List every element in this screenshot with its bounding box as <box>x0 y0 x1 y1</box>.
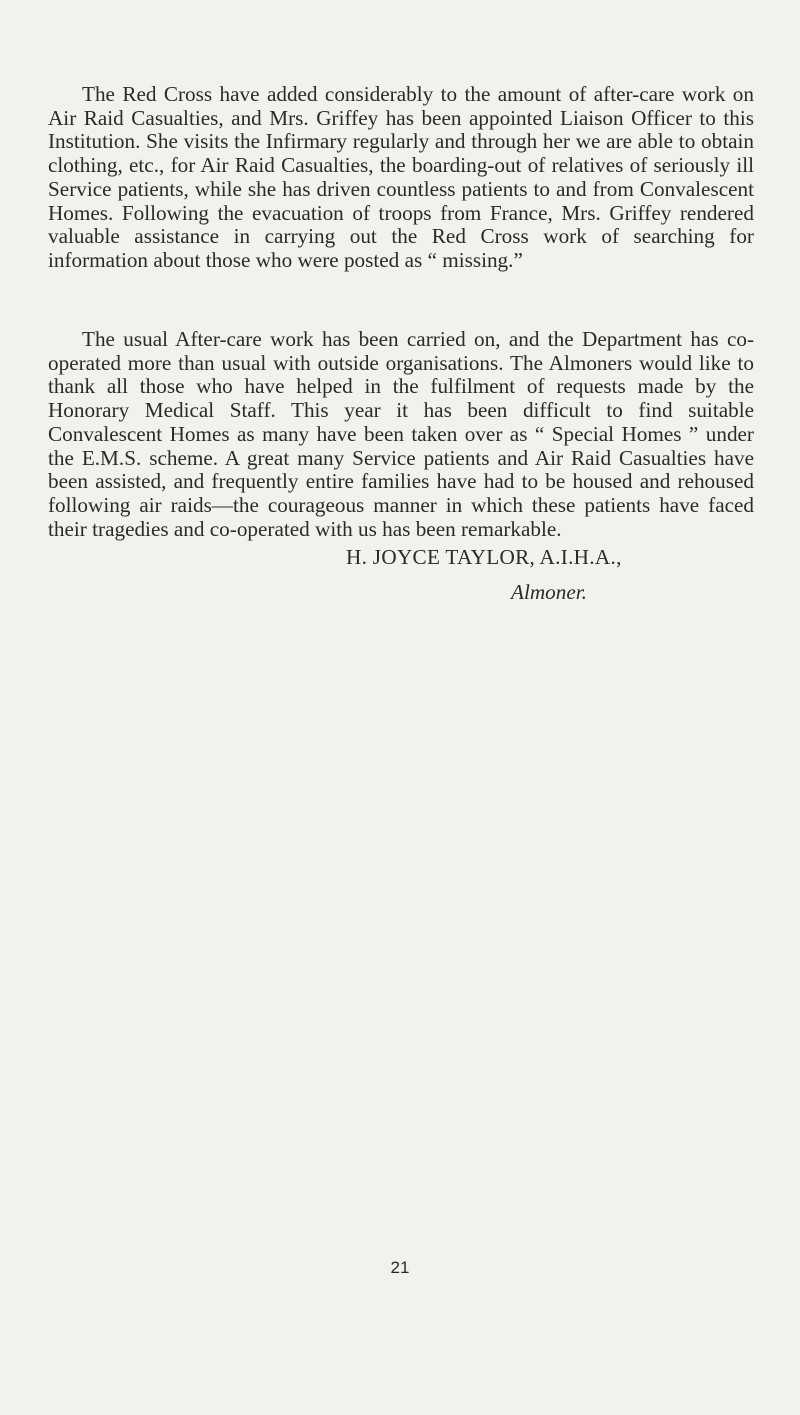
signature-title: Almoner. <box>511 580 587 604</box>
paragraph-red-cross-after-care: The Red Cross have added considerably to the amount of after-care work on Air Raid Casualties, and Mrs. Griffey has been appointed Liaison Officer to this Institution. She visits the Infirmary regularly and through her we are able to obtain clothing, etc., for Air Raid Casualties, the boarding-out of relatives of seriously ill Service patients, while she has driven countless patients to and from Convalescent Homes. Following the evacuation of troops from France, Mrs. Griffey rendered valuable assistance in carrying out the Red Cross work of searching for information about those who were posted as “ missing.” <box>48 82 754 272</box>
paragraph-usual-after-care: The usual After-care work has been carried on, and the Department has co-operated more than usual with outside organisations. The Almoners would like to thank all those who have helped in the fulfilment of requests made by the Honorary Medical Staff. This year it has been difficult to find suitable Convalescent Homes as many have been taken over as “ Special Homes ” under the E.M.S. scheme. A great many Service patients and Air Raid Casualties have been assisted, and frequently entire families have had to be housed and rehoused following air raids—the courageous manner in which these patients have faced their tragedies and co-operated with us has been remarkable. <box>48 327 754 541</box>
page-number: 21 <box>390 1258 410 1277</box>
signature-name: H. JOYCE TAYLOR, A.I.H.A., <box>346 545 622 569</box>
